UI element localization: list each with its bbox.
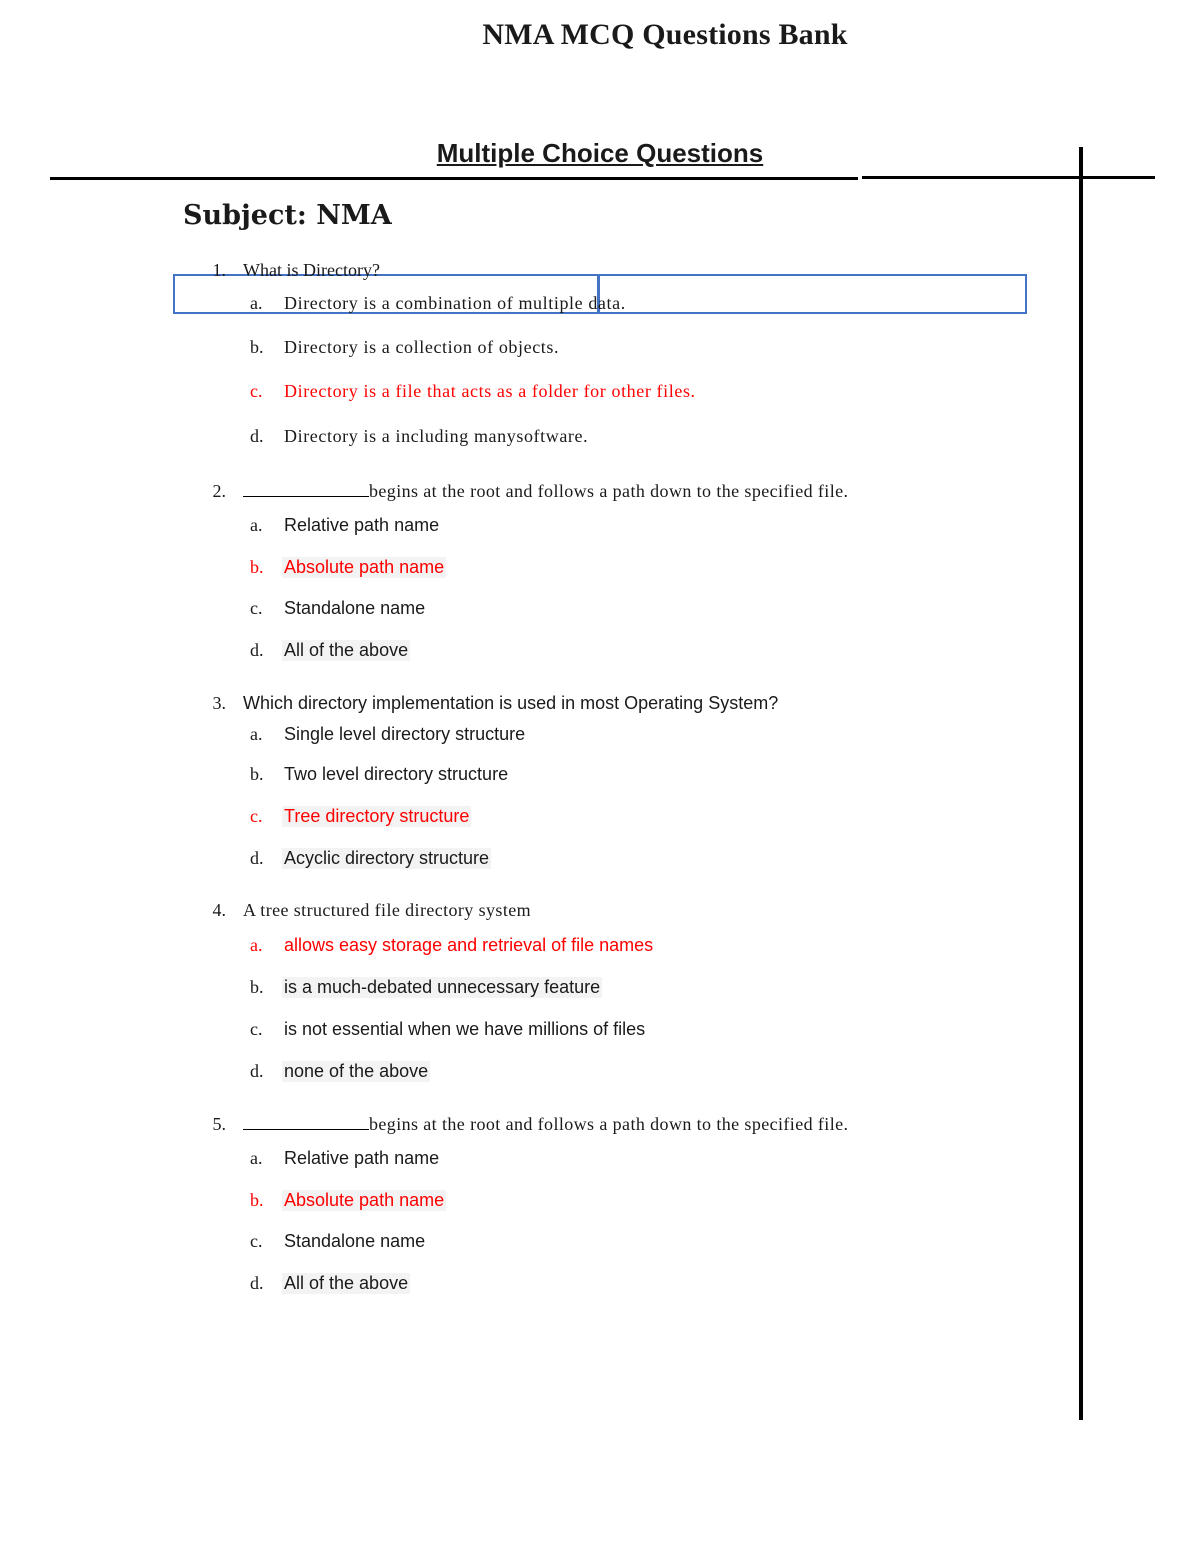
option-text-correct: allows easy storage and retrieval of file names bbox=[284, 935, 654, 955]
question-text-with-blank bbox=[243, 1114, 848, 1135]
option-text: Directory is a including manysoftware. bbox=[284, 426, 589, 446]
option-letter: c. bbox=[250, 598, 263, 618]
option-text: Single level directory structure bbox=[284, 724, 526, 744]
option-text-correct: Directory is a file that acts as a folder for other files. bbox=[284, 381, 696, 401]
option-text: Standalone name bbox=[284, 1231, 426, 1251]
option-letter: a. bbox=[250, 515, 263, 535]
option-text: Two level directory structure bbox=[284, 764, 509, 784]
section-heading: Multiple Choice Questions bbox=[436, 138, 764, 168]
option-text: Directory is a combination of multiple data. bbox=[284, 293, 626, 313]
selection-box-right[interactable] bbox=[597, 274, 1027, 314]
question-text: What is Directory? bbox=[243, 260, 380, 280]
option-text: Acyclic directory structure bbox=[284, 848, 490, 868]
option-text-correct: Tree directory structure bbox=[284, 806, 470, 826]
option-text: Directory is a collection of objects. bbox=[284, 337, 560, 357]
question-text: Which directory implementation is used in most Operating System? bbox=[243, 693, 779, 713]
option-text-correct: Absolute path name bbox=[284, 557, 445, 577]
option-letter: d. bbox=[250, 848, 264, 868]
option-text: Relative path name bbox=[284, 1148, 440, 1168]
option-letter: c. bbox=[250, 1231, 263, 1251]
question-text-with-blank bbox=[243, 481, 848, 502]
horizontal-rule-left bbox=[50, 177, 858, 180]
option-text: Standalone name bbox=[284, 598, 426, 618]
option-letter-correct: b. bbox=[250, 557, 264, 577]
option-text: All of the above bbox=[284, 640, 409, 660]
question-text: begins at the root and follows a path down to the specified file. bbox=[369, 481, 849, 501]
answer-blank bbox=[243, 482, 369, 497]
question-number: 1. bbox=[212, 260, 226, 280]
option-text: is a much-debated unnecessary feature bbox=[284, 977, 601, 997]
answer-blank bbox=[243, 1115, 369, 1130]
option-letter: d. bbox=[250, 640, 264, 660]
question-number: 4. bbox=[212, 900, 226, 920]
question-number: 3. bbox=[212, 693, 226, 713]
question-text: begins at the root and follows a path down to the specified file. bbox=[369, 1114, 849, 1134]
option-letter: a. bbox=[250, 1148, 263, 1168]
option-letter-correct: c. bbox=[250, 381, 263, 401]
question-text: A tree structured file directory system bbox=[243, 900, 532, 920]
option-text-correct: Absolute path name bbox=[284, 1190, 445, 1210]
question-number: 5. bbox=[212, 1114, 226, 1134]
document-title: NMA MCQ Questions Bank bbox=[482, 18, 848, 51]
option-letter: b. bbox=[250, 977, 264, 997]
option-letter: a. bbox=[250, 724, 263, 744]
subject-label: Subject: NMA bbox=[183, 200, 392, 231]
option-letter: d. bbox=[250, 1273, 264, 1293]
question-number: 2. bbox=[212, 481, 226, 501]
option-text: is not essential when we have millions of files bbox=[284, 1019, 646, 1039]
option-text: Relative path name bbox=[284, 515, 440, 535]
horizontal-rule-right bbox=[862, 176, 1155, 179]
option-letter: d. bbox=[250, 426, 264, 446]
option-letter-correct: b. bbox=[250, 1190, 264, 1210]
option-letter: b. bbox=[250, 764, 264, 784]
vertical-rule bbox=[1079, 147, 1083, 1420]
option-letter: a. bbox=[250, 293, 263, 313]
option-letter: c. bbox=[250, 1019, 263, 1039]
option-letter-correct: a. bbox=[250, 935, 263, 955]
option-letter-correct: c. bbox=[250, 806, 263, 826]
option-text: All of the above bbox=[284, 1273, 409, 1293]
option-letter: b. bbox=[250, 337, 264, 357]
option-letter: d. bbox=[250, 1061, 264, 1081]
option-text: none of the above bbox=[284, 1061, 429, 1081]
